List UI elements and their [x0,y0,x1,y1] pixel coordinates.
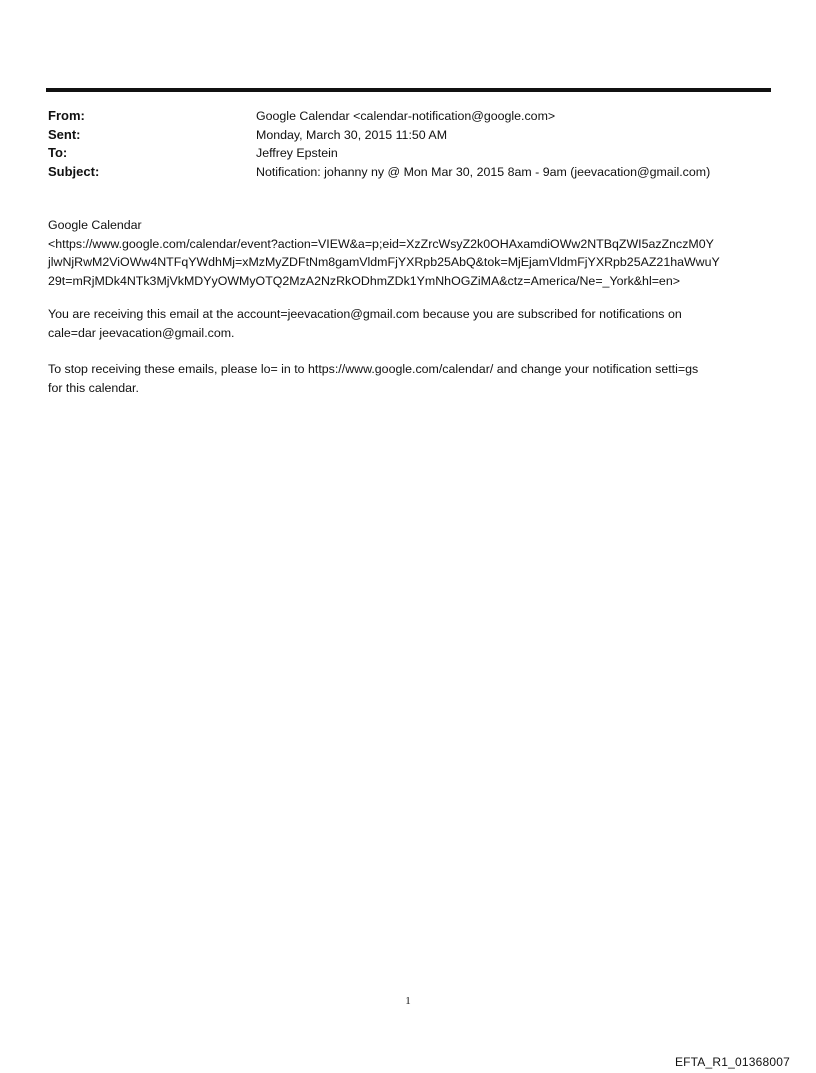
subject-label: Subject: [48,163,100,179]
page-number: 1 [405,995,411,1007]
from-value: Google Calendar <calendar-notification@google.com> [256,109,556,123]
unsubscribe-notice [48,360,776,397]
header-row-subject [48,163,778,182]
to-value: Jeffrey Epstein [256,146,338,160]
sent-label: Sent: [48,126,81,142]
calendar-link-line[interactable]: 29t=mRjMDk4NTk3MjVkMDYyOWMyOTQ2MzA2NzRkODhmZDk1YmNhOGZiMA&ctz=America/Ne=_York&hl=en> [48,273,680,288]
email-header [48,107,778,181]
bates-number: EFTA_R1_01368007 [674,1055,790,1069]
calendar-link-line[interactable]: jlwNjRwM2ViOWw4NTFqYWdhMj=xMzMyZDFtNm8gamVldmFjYXRpb25AbQ&tok=MjEjamVldmFjYXRpb25AZ21haWwuY [48,255,720,269]
unsubscribe-line: for this calendar. [48,380,139,395]
header-row-from [48,107,778,126]
calendar-link-line[interactable]: <https://www.google.com/calendar/event?action=VIEW&a=p;eid=XzZrcWsyZ2k0OHAxamdiOWw2NTBqZWI5azZnczM0Y [48,236,714,251]
sent-value: Monday, March 30, 2015 11:50 AM [256,127,448,142]
subscription-notice [48,305,776,342]
header-row-sent [48,126,778,145]
header-divider [46,88,771,92]
unsubscribe-line: To stop receiving these emails, please lo= in to https://www.google.com/calendar/ and change your notification setti=gs [48,362,699,376]
notice-line: cale=dar jeevacation@gmail.com. [48,325,235,340]
subject-value: Notification: johanny ny @ Mon Mar 30, 2015 8am - 9am (jeevacation@gmail.com) [256,164,711,179]
from-label: From: [48,108,85,123]
calendar-link-title: Google Calendar [48,218,142,232]
header-row-to [48,144,778,163]
notice-line: You are receiving this email at the account=jeevacation@gmail.com because you are subscribed for notifications on [48,307,682,321]
calendar-link-block [48,216,776,290]
to-label: To: [48,145,68,160]
